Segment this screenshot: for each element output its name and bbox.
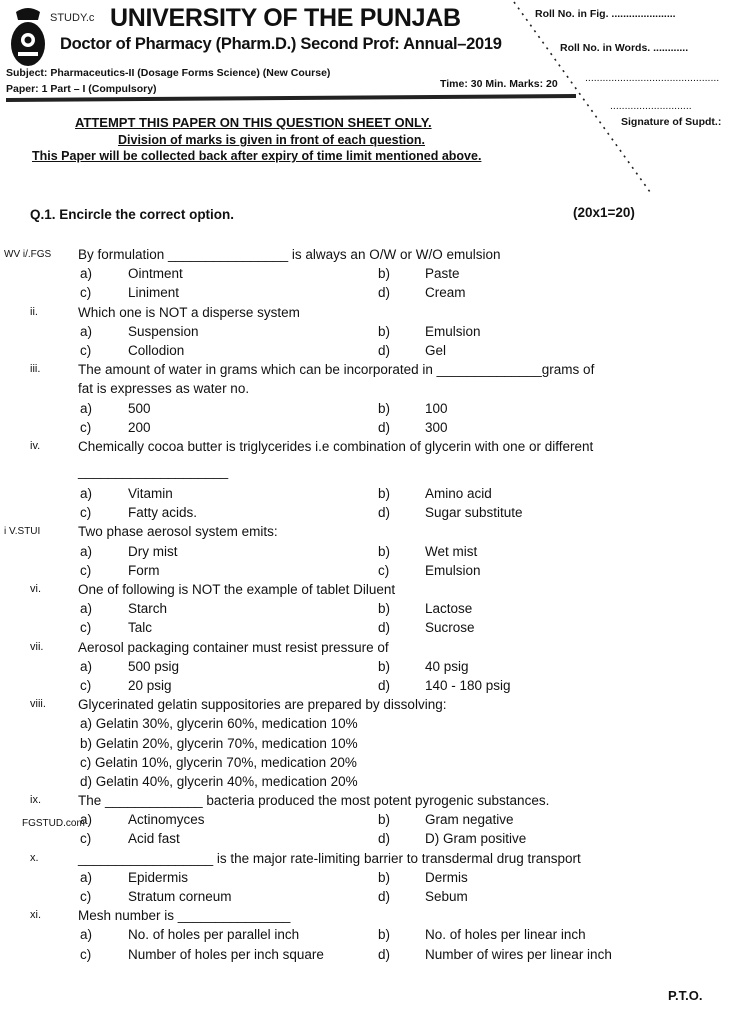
option-letter[interactable]: a)	[80, 601, 93, 617]
option-letter[interactable]: a)	[80, 927, 93, 943]
program-title: Doctor of Pharmacy (Pharm.D.) Second Prof: Annual–2019	[60, 35, 502, 53]
option-row	[0, 341, 749, 360]
time-marks: Time: 30 Min. Marks: 20	[440, 78, 558, 90]
option-text[interactable]: Form	[128, 562, 160, 578]
question-text: Chemically cocoa butter is triglycerides i.e combination of glycerin with one or different	[78, 438, 594, 454]
question-text: By formulation ________________ is always an O/W or W/O emulsion	[78, 247, 501, 262]
question-text: __________________ is the major rate-limiting barrier to transdermal drug transport	[78, 850, 581, 866]
option-row	[0, 829, 749, 848]
instruction-2: Division of marks is given in front of each question.	[118, 133, 425, 147]
option-row	[0, 503, 749, 522]
question-row	[0, 303, 749, 322]
question-text-continued	[0, 379, 749, 398]
option-letter[interactable]: d)	[378, 677, 391, 693]
option-text[interactable]: Sebum	[425, 889, 468, 904]
option-row	[0, 542, 749, 561]
instruction-1: ATTEMPT THIS PAPER ON THIS QUESTION SHEET ONLY.	[75, 115, 432, 130]
option-letter[interactable]: b)	[378, 266, 391, 282]
option-letter[interactable]: d)	[378, 285, 391, 301]
option-text[interactable]: Paste	[425, 266, 460, 282]
question-text: Which one is NOT a disperse system	[78, 304, 300, 320]
question-number: x.	[30, 851, 39, 864]
option-letter[interactable]: d)	[378, 620, 391, 636]
question-number: vii.	[30, 640, 44, 653]
option-text[interactable]: Dry mist	[128, 543, 178, 559]
option-letter[interactable]: c)	[80, 889, 92, 904]
option-text[interactable]: a) Gelatin 30%, glycerin 60%, medication 10%	[80, 716, 358, 732]
question-text: Two phase aerosol system emits:	[78, 524, 278, 540]
option-text[interactable]: Stratum corneum	[128, 889, 232, 904]
option-letter[interactable]: d)	[378, 505, 391, 521]
question-number: ii.	[30, 305, 38, 318]
option-text[interactable]: b) Gelatin 20%, glycerin 70%, medication 10%	[80, 735, 358, 751]
option-letter[interactable]: c)	[80, 562, 92, 578]
question-list	[0, 245, 749, 964]
option-row	[0, 810, 749, 829]
question-text: Glycerinated gelatin suppositories are prepared by dissolving:	[78, 697, 447, 713]
question-number: ix.	[30, 794, 41, 807]
option-letter[interactable]: b)	[378, 543, 391, 559]
option-text[interactable]: d) Gelatin 40%, glycerin 40%, medication 20%	[80, 773, 358, 789]
option-row	[0, 618, 749, 637]
option-letter[interactable]: b)	[378, 400, 391, 416]
option-letter[interactable]: b)	[378, 486, 391, 502]
option-text[interactable]: 20 psig	[128, 677, 172, 693]
option-text[interactable]: Fatty acids.	[128, 505, 198, 521]
option-text[interactable]: Dermis	[425, 869, 468, 885]
watermark-text: i V.STUI	[4, 526, 41, 538]
option-row	[0, 887, 749, 906]
option-text[interactable]: Acid fast	[128, 831, 180, 847]
question-row	[0, 437, 749, 456]
question-text: One of following is NOT the example of tablet Diluent	[78, 582, 396, 597]
option-text[interactable]: 100	[425, 400, 448, 416]
question-row	[0, 849, 749, 868]
option-text[interactable]: Ointment	[128, 266, 183, 282]
option-text[interactable]: 200	[128, 419, 151, 435]
option-text[interactable]: Vitamin	[128, 486, 173, 502]
roll-no-fig-field[interactable]: Roll No. in Fig. ......................	[535, 8, 676, 20]
option-text[interactable]: Number of holes per inch square	[128, 946, 324, 962]
option-text[interactable]: 500 psig	[128, 658, 180, 674]
watermark-text: FGSTUD.com	[22, 818, 85, 830]
option-text[interactable]: Liniment	[128, 285, 180, 301]
option-letter[interactable]: d)	[378, 889, 391, 904]
option-text[interactable]: 500	[128, 400, 151, 416]
pto-label: P.T.O.	[668, 988, 703, 1003]
question-1-marks: (20x1=20)	[573, 205, 635, 220]
option-letter[interactable]: a)	[80, 543, 93, 559]
university-title: UNIVERSITY OF THE PUNJAB	[110, 4, 461, 32]
option-text[interactable]: No. of holes per parallel inch	[128, 927, 300, 943]
option-row	[0, 484, 749, 503]
option-text[interactable]: 40 psig	[425, 658, 469, 674]
option-row	[0, 599, 749, 618]
option-letter[interactable]: a)	[80, 812, 93, 828]
question-number: viii.	[30, 698, 46, 711]
option-letter[interactable]: c)	[80, 419, 92, 435]
option-row	[0, 753, 749, 772]
option-row	[0, 676, 749, 695]
question-row	[0, 695, 749, 714]
option-letter[interactable]: d)	[378, 342, 391, 358]
option-letter[interactable]: b)	[378, 323, 391, 339]
option-letter[interactable]: a)	[80, 486, 93, 502]
question-row	[0, 360, 749, 379]
option-letter[interactable]: c)	[378, 562, 390, 578]
option-letter[interactable]: d)	[378, 419, 391, 435]
question-row	[0, 580, 749, 599]
option-row	[0, 772, 749, 791]
question-1-heading: Q.1. Encircle the correct option.	[30, 207, 235, 222]
option-letter[interactable]: b)	[378, 869, 391, 885]
question-row	[0, 791, 749, 810]
question-number: xi.	[30, 909, 41, 922]
question-text: The _____________ bacteria produced the most potent pyrogenic substances.	[78, 793, 550, 809]
option-text[interactable]: Emulsion	[425, 562, 481, 578]
option-text[interactable]: Suspension	[128, 323, 199, 339]
question-number: iii.	[30, 363, 41, 376]
option-letter[interactable]: d)	[378, 946, 391, 962]
option-text[interactable]: No. of holes per linear inch	[425, 927, 586, 943]
option-text[interactable]: Cream	[425, 285, 466, 301]
option-text[interactable]: Talc	[128, 620, 153, 636]
question-row	[0, 522, 749, 541]
option-row	[0, 283, 749, 302]
question-text: fat is expresses as water no.	[78, 381, 250, 397]
answer-blank-line: ____________________	[78, 464, 229, 480]
option-letter[interactable]: b)	[378, 601, 391, 617]
option-letter[interactable]: c)	[80, 831, 92, 847]
option-text[interactable]: Starch	[128, 601, 168, 617]
question-number: iv.	[30, 439, 41, 452]
option-text[interactable]: 300	[425, 419, 448, 435]
option-text[interactable]: Collodion	[128, 342, 185, 358]
option-text[interactable]: Gel	[425, 342, 447, 358]
option-row	[0, 561, 749, 580]
question-row	[0, 906, 749, 925]
option-text[interactable]: Sucrose	[425, 620, 475, 636]
option-letter[interactable]: c)	[80, 677, 92, 693]
question-text: Aerosol packaging container must resist pressure of	[78, 639, 389, 655]
option-letter[interactable]: a)	[80, 400, 93, 416]
header-rule	[6, 94, 576, 102]
question-text: The amount of water in grams which can be incorporated in ______________grams of	[78, 362, 595, 378]
roll-no-words-field[interactable]: Roll No. in Words. ............	[560, 42, 689, 54]
option-letter[interactable]: b)	[378, 658, 391, 674]
option-row	[0, 399, 749, 418]
question-row	[0, 245, 749, 264]
option-text[interactable]: Sugar substitute	[425, 505, 523, 521]
option-letter[interactable]: d)	[378, 831, 391, 847]
signature-label: Signature of Supdt.:	[621, 116, 722, 128]
option-row	[0, 418, 749, 437]
option-letter[interactable]: c)	[80, 342, 92, 358]
option-row	[0, 945, 749, 964]
instruction-3: This Paper will be collected back after expiry of time limit mentioned above.	[32, 149, 482, 163]
option-text[interactable]: c) Gelatin 10%, glycerin 70%, medication 20%	[80, 754, 357, 770]
option-row	[0, 868, 749, 887]
question-text: Mesh number is _______________	[78, 908, 291, 924]
option-letter[interactable]: c)	[80, 285, 92, 301]
option-letter[interactable]: a)	[80, 266, 93, 282]
option-row	[0, 734, 749, 753]
option-letter[interactable]: a)	[80, 658, 93, 674]
option-text[interactable]: 140 - 180 psig	[425, 677, 511, 693]
university-crest-logo	[6, 6, 50, 70]
option-text[interactable]: Epidermis	[128, 869, 189, 885]
option-row	[0, 264, 749, 283]
option-text[interactable]: Wet mist	[425, 543, 478, 559]
option-row	[0, 657, 749, 676]
subject-line: Subject: Pharmaceutics-II (Dosage Forms Science) (New Course)	[6, 67, 331, 79]
option-letter[interactable]: b)	[378, 927, 391, 943]
question-row	[0, 638, 749, 657]
option-text[interactable]: D) Gram positive	[425, 831, 527, 847]
roll-no-words-line[interactable]: ..............................................	[585, 72, 720, 84]
option-text[interactable]: Amino acid	[425, 486, 492, 502]
option-text[interactable]: Emulsion	[425, 323, 481, 339]
question-number: vi.	[30, 583, 41, 595]
option-letter[interactable]: c)	[80, 946, 92, 962]
answer-blank	[0, 456, 749, 484]
option-text[interactable]: Number of wires per linear inch	[425, 946, 612, 962]
option-letter[interactable]: a)	[80, 323, 93, 339]
option-text[interactable]: Actinomyces	[128, 812, 205, 828]
option-letter[interactable]: c)	[80, 505, 92, 521]
watermark-text: WV i/.FGS	[4, 249, 52, 260]
option-letter[interactable]: a)	[80, 869, 93, 885]
signature-line[interactable]: ............................	[610, 100, 692, 112]
option-row	[0, 714, 749, 733]
option-text[interactable]: Lactose	[425, 601, 473, 617]
option-row	[0, 322, 749, 341]
paper-line: Paper: 1 Part – I (Compulsory)	[6, 83, 157, 95]
watermark-text: STUDY.c	[50, 12, 95, 24]
option-row	[0, 925, 749, 944]
option-letter[interactable]: c)	[80, 620, 92, 636]
option-letter[interactable]: b)	[378, 812, 391, 828]
option-text[interactable]: Gram negative	[425, 812, 514, 828]
